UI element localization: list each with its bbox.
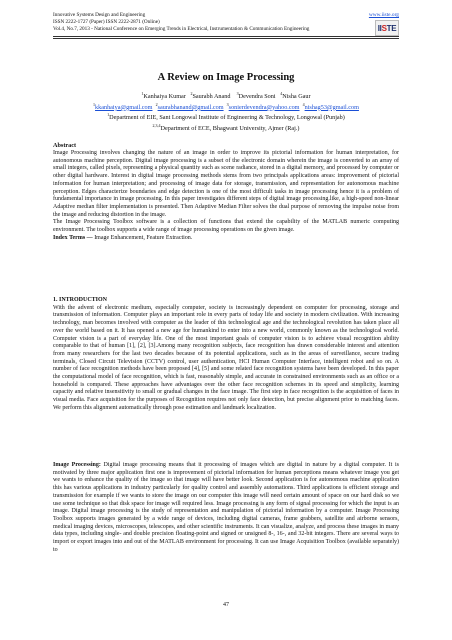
journal-url-link[interactable]: www.iiste.org [368, 12, 399, 18]
author-1: Kanhaiya Kumar [143, 93, 186, 101]
index-terms-label: Index Terms — [53, 234, 93, 241]
author-block [0, 90, 452, 133]
header-rule-bottom [53, 38, 399, 39]
image-processing-paragraph [53, 462, 399, 554]
paper-title: A Review on Image Processing [157, 72, 295, 83]
abstract-paragraph-1: Image Processing involves changing the nature of an image in order to improve its pictorial information for human interpretation, for autonomous machine perception. Digital image processing is a subset of the electronic domain wherein the image is converted to an array of small integers, called pixels, representing a physical quantity such as scene radiance, stored in a digital memory, and processed by computer or other digital hardware. Interest in digital image processing methods stems from two principals applications areas: improvement of pictorial information for human interpretation; and processing of image data for storage, transmission, and representation for autonomous machine perception. Edges characterize boundaries and edge detection is one of the most difficult tasks in image processing hence it is a problem of fundamental importance in image processing. In this paper investigates different steps of digital image processing.like, a high-speed non-linear Adaptive median filter implementation is presented. Then Adaptive Median Filter solves the dual purpose of removing the impulse noise from the image and reducing distortion in the image. [53, 150, 399, 218]
index-terms-text: Image Enhancement, Feature Extraction. [92, 234, 193, 241]
header-rule-top [53, 36, 399, 37]
journal-volume: Vol.4, No.7, 2013 - National Conference on Emerging Trends in Electrical, Instrumentation & Communication Engineering [53, 26, 310, 33]
author-3: Devendra Soni [238, 93, 276, 101]
email-link-4[interactable]: nishag53@gmail.com [304, 103, 359, 111]
abstract-heading: Abstract [53, 142, 77, 149]
affiliation-2-sup: 2,3,4 [152, 122, 161, 128]
introduction-section [53, 297, 399, 413]
iiste-logo: II S TE [375, 20, 399, 36]
affiliation-2 [0, 122, 452, 133]
index-terms [53, 235, 399, 243]
affiliation-1-text: Department of EIE, Sant Longowal Institute of Engineering & Technology, Longowal (Punjab) [109, 114, 345, 122]
author-2: Saurabh Anand [192, 93, 231, 101]
introduction-paragraph: With the advent of electronic medium, especially computer, society is increasingly dependent on computer for processing, storage and transmission of information. Computer plays an important role in every parts of today life and society in modern civilization. With increasing technology, man becomes involved with computer as the leader of this technological age and the technological revolution has taken place all over the world based on it. It has opened a new age for humankind to enter into a new world, commonly known as the technological world. Computer vision is a part of everyday life. One of the most important goals of computer vision is to achieve visual recognition ability comparable to that of human [1], [2], [3].Among many recognition subjects, face recognition has drawn considerable interest and attention from many researchers for the last two decades because of its potential applications, such as in the areas of surveillance, secure trading terminals, Closed Circuit Television (CCTV) control, user authentication, HCI Human Computer Interface, intelligent robot and so on. A number of face recognition methods have been proposed [4], [5] and some related face recognition systems have been developed. In this paper the computational model of face recognition, which is fast, reasonably simple, and accurate in constrained environments such as an office or a household is compared. These approaches have advantages over the other face recognition schemes in its speed and simplicity, learning capacity and relative insensitivity to small or gradual changes in the face image. The first step in face recognition is the acquisition of faces in visual media. Face acquisition for the purposes of Recognition requires not only face detection, but precise alignment prior to matching faces. We perform this alignment automatically through pose estimation and landmark localization. [53, 304, 399, 411]
image-processing-text: Digital image processing means that it processing of images which are digital in nature by a digital computer. It is motivated by three major application first one is improvement of pictorial information for human perceptions means whatever image you get we wants to enhance the quality of the image so that image will have better look. Second application is for autonomous machine application this has various applications in industry particularly for quality control and assembly automations. Third applications is efficient storage and transmission for example if we wants to store the image on our computer this image will need certain amount of space on our hard disk so we use some technique so that disk space for image will required less. Image processing is any form of signal processing for which the input is an image. Digital image processing is the study of representation and manipulation of pictorial information by a computer. Image Processing Toolbox supports images generated by a wide range of devices, including digital cameras, frame grabbers, satellite and airborne sensors, medical imaging devices, microscopes, telescopes, and other scientific instruments. It can visualize, analyze, and process these images in many data types, including single- and double precision floating-point and signed or unsigned 8-, 16-, and 32-bit integers. There are several ways to import or export images into and out of the MATLAB environment for processing. It can use Image Acquisition Toolbox (available separately) to [53, 462, 400, 553]
introduction-heading: 1. INTRODUCTION [53, 297, 108, 303]
abstract-paragraph-2: The Image Processing Toolbox software is a collection of functions that extend the capability of the MATLAB numeric computing environment. The toolbox supports a wide range of image processing operations on the given image. [53, 219, 399, 234]
journal-issn: ISSN 2222-1727 (Paper) ISSN 2222-2871 (Online) [53, 19, 160, 26]
page-number: 47 [223, 602, 229, 608]
email-link-1[interactable]: kkanhaiya@gmail.com [95, 103, 153, 111]
abstract-body [53, 150, 399, 242]
journal-header [53, 12, 403, 34]
journal-name: Innovative Systems Design and Engineering [53, 12, 146, 18]
author-emails: $^1$kkanhaiya@gmail.com $^2$saurabhanand@gmail.com $^3$sonierdevendra@yahoo.com $^4$nishag53@gmail.com [93, 101, 359, 111]
image-processing-section [53, 462, 399, 554]
image-processing-heading: Image Processing: [53, 462, 101, 468]
author-names: $^1$Kanhaiya Kumar $^2$Saurabh Anand $^3$Devendra Soni $^4$Nisha Gaur [141, 91, 311, 101]
email-link-2[interactable]: saurabhanand@gmail.com [157, 103, 224, 111]
author-4: Nisha Gaur [282, 93, 311, 101]
affiliation-2-text: Department of ECE, Bhagwant University, Ajmer (Raj.) [160, 125, 300, 133]
affiliation-1: $^1$Department of EIE, Sant Longowal Institute of Engineering & Technology, Longowal (Punjab) [107, 112, 345, 122]
email-link-3[interactable]: sonierdevendra@yahoo.com [228, 103, 300, 111]
